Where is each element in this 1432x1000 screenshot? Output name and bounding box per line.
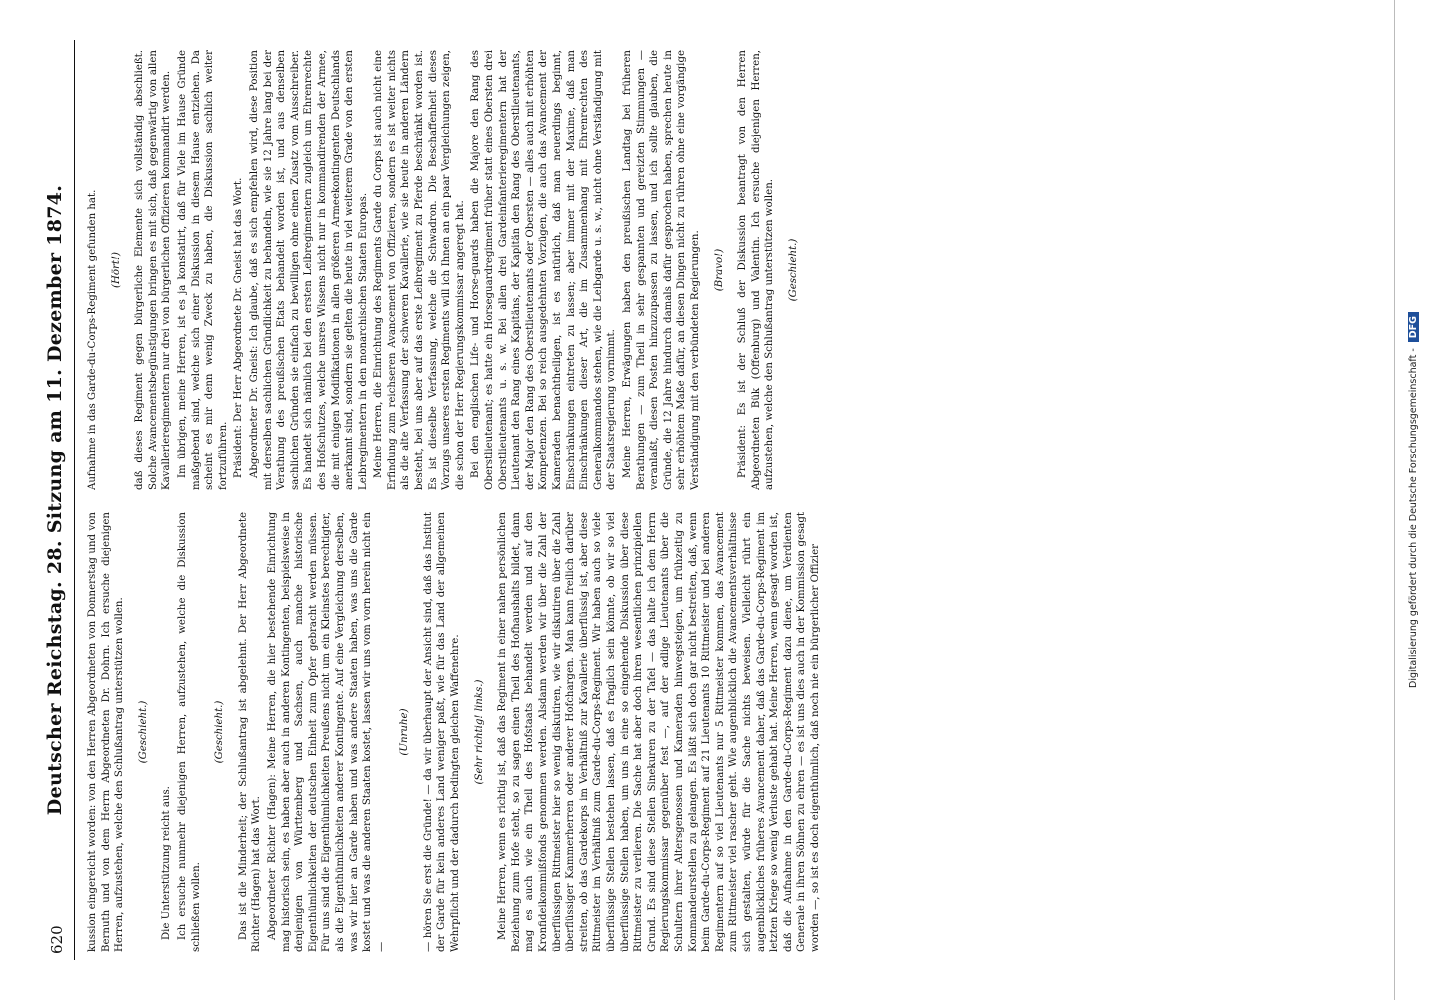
page-edge-divider bbox=[1394, 0, 1395, 1000]
stage-direction: (Hört!) bbox=[110, 251, 122, 289]
digitization-credit bbox=[1408, 0, 1426, 1000]
page-header bbox=[40, 40, 75, 960]
paragraph: Meine Herren, Erwägungen haben den preußischen Landtag bei früheren Berathungen — zum Theil in sehr gespannten und gereizten Stimmungen — veranlaßt, diesen Posten hinzuzupassen zu lassen, und ich sollte glauben, die Gründe, die 12 Jahre hindurch damals dafür gesprochen haben, sprechen heute in sehr erhöhtem Maße dafür, an diesen Dingen nicht zu rühren ohne eine vorgängige Verständigung mit den verbündeten Regierungen. bbox=[621, 50, 701, 490]
credit-text: Digitalisierung gefördert durch die Deutsche Forschungsgemeinschaft - bbox=[1408, 348, 1419, 688]
stage-direction: (Bravo!) bbox=[713, 248, 725, 292]
paragraph: Meine Herren, wenn es richtig ist, daß das Regiment in einer nahen persönlichen Beziehung zum Hofe steht, so zu sagen einen Theil des Hofhaushalts bildet, dann mag es auch wie ein Theil des Hofstaats behandelt werden und auf den Kronfideikommißfonds genommen werden. Alsdann werden wir über die Zahl der überflüssigen Rittmeister hier so wenig diskutiren, wie wir diskutiren über die Zahl überflüssiger Kammerherren oder anderer Hofchargen. Man kann freilich darüber streiten, ob das Gardekorps im Verhältniß zur Kavallerie überflüssig ist, aber diese Rittmeister im Verhältniß zum Garde-du-Corps-Regiment. Wir haben auch so viele überflüssige Stellen bestehen lassen, daß es fraglich sein könnte, ob wir so viel überflüssige Stellen haben, um uns in eine so eingehende Diskussion über diese Rittmeister zu verlieren. Die Sache hat aber doch ihren wesentlichen prinzipiellen Grund. Es sind diese Stellen Sinekuren zu der Tafel — das halte ich dem Herrn Regierungskommissar gegenüber fest —, auf der adlige Lieutenants über die Schultern ihrer Altersgenossen und Kameraden hinwegsteigen, um frühzeitig zu Kommandeurstellen zu gelangen. Es läßt sich doch gar nicht bestreiten, daß, wenn beim Garde-du-Corps-Regiment auf 21 Lieutenants 10 Rittmeister und bei anderen Regimentern auf so viel Lieutenants nur 5 Rittmeister kommen, das Avancement zum Rittmeister viel rascher geht. Wie augenblicklich die Avancementsverhältnisse sich gestalten, würde für die Sache nichts beweisen. Vielleicht rührt ein augenblickliches früheres Avancement daher, daß das Garde-du-Corps-Regiment im letzten Kriege so wenig Verluste gehabt hat. Meine Herren, wenn gesagt worden ist, daß die Aufnahme in den Garde-du-Corps-Regiment dazu diene, um Verdienten Generale in ihren Söhnen zu ehren — es ist uns dies auch in der Kommission gesagt worden —, so ist es doch eigenthümlich, daß noch nie ein bürgerlicher Offizier bbox=[497, 512, 821, 952]
paragraph: Das ist die Minderheit; der Schlußantrag ist abgelehnt. Der Herr Abgeordnete Richter (Hagen) hat das Wort. bbox=[237, 512, 263, 952]
paragraph: Die Unterstützung reicht aus. bbox=[161, 786, 173, 940]
paragraph: Präsident: Der Herr Abgeordnete Dr. Gneist hat das Wort. bbox=[233, 177, 245, 478]
stage-direction: (Sehr richtig! links.) bbox=[473, 679, 485, 785]
paragraph: Präsident: Es ist der Schluß der Diskussion beantragt von den Herren Abgeordneten Bük (Offenburg) und Valentin. Ich ersuche diejenigen Herren, aufzustehen, welche den Schlußantrag unterstützen wollen. bbox=[737, 50, 776, 490]
paragraph: kussion eingereicht worden: von den Herren Abgeordneten von Donnerstag und von Bernuth und von dem Herrn Abgeordneten Dr. Dohrn. Ich ersuche diejenigen Herren, aufzustehen, welche den Schlußantrag unterstützen wollen. bbox=[87, 512, 126, 952]
stage-direction: (Geschieht.) bbox=[787, 238, 799, 302]
paragraph: — hören Sie erst die Gründe! — da wir überhaupt der Ansicht sind, daß das Institut der Garde für kein anderes Land weniger paßt, wie für das Land der allgemeinen Wehrpflicht und der dadurch bedingten gleichen Waffenehre. bbox=[422, 512, 462, 952]
text-column-left bbox=[86, 512, 1376, 952]
paragraph: Ich ersuche nunmehr diejenigen Herren, aufzustehen, welche die Diskussion schließen wollen. bbox=[176, 512, 202, 952]
dfg-logo: DFG bbox=[1408, 312, 1419, 342]
paragraph: Aufnahme in das Garde-du-Corps-Regiment gefunden hat. bbox=[87, 189, 98, 490]
paragraph: Abgeordneter Dr. Gneist: Ich glaube, daß es sich empfehlen wird, diese Position mit derselben sachlichen Gründlichkeit zu behandeln, wie sie 12 Jahre lang bei der Verathung des preußischen Etats behandelt worden ist, und aus denselben sachlichen Gründen sie einfach zu bewilligen ohne einen Zusatz vom Ausschreiber. Es handelt sich nämlich bei den ersten Leibregimentern zugleich um Ehrenrechte des Hofschutzes, welche unsres Wissens nicht nur in kommandirenden der Armee, die mit einigen Modifikationen in allen größeren Armeekontingenten Deutschlands anerkannt sind, sondern sie gelten die heute in viel weiterem Grade von den ersten Leibregimentern in den monarchischen Staaten Europas. bbox=[248, 50, 369, 490]
paragraph: Im übrigen, meine Herren, ist es ja konstatirt, daß für Viele im Hause Gründe maßgebend sind, welche sich einer Diskussion in diesem Hause entziehen. Da scheint es mir denn wenig Zweck zu haben, die Diskussion sachlich weiter fortzuführen. bbox=[176, 50, 229, 490]
page-number: 620 bbox=[48, 925, 66, 954]
paragraph: Bei den englischen Life- und Horse-guards haben die Majore den Rang des Oberstlieutenant; es hatte ein Horseguardregiment früher statt eines Obersten drei Oberstlieutenants u. s. w. Bei allen drei Gardeinfanterieregimentern hat der Lieutenant den Rang eines Kapitäns, der Kapitän den Rang des Oberstlieutenants, der Major den Rang des Oberstlieutenants oder Obersten — alles auch mit erhöhten Kompetenzen. Bei so reich ausgedehnten Vorzügen, die auch das Avancement der Kameraden benachtheiligen, ist es natürlich, daß man neuerdings beginnt, Einschränkungen eintreten zu lassen; aber immer mit der Maxime, daß man Einschränkungen dieser Art, die im Zusammenhang mit Ehrenrechten des Generalkommandos stehen, wie die Leibgarde u. s. w., nicht ohne Verständigung mit der Staatsregierung vornimmt. bbox=[470, 50, 618, 490]
stage-direction: (Unruhe) bbox=[399, 708, 411, 756]
page-title: Deutscher Reichstag. 28. Sitzung am 11. Dezember 1874. bbox=[44, 184, 66, 816]
stage-direction: (Geschieht.) bbox=[137, 700, 149, 764]
text-column-right bbox=[86, 50, 1376, 490]
paragraph: daß dieses Regiment gegen bürgerliche Elemente sich vollständig abschließt. Solche Avancementsbegünstigungen bringen es mit sich, daß gegenwärtig von allen Kavallerieregimentern nur drei von bürgerlichen Offizieren kommandirt werden. bbox=[134, 50, 173, 490]
stage-direction: (Geschieht.) bbox=[214, 700, 226, 764]
paragraph: Abgeordneter Richter (Hagen): Meine Herren, die hier bestehende Einrichtung mag historisch sein, es haben aber auch in anderen Kontingenten, beispielsweise in denjenigen von Württemberg und Sachsen, auch manche historische Eigenthümlichkeiten der deutschen Einheit zum Opfer gebracht werden müssen. Für uns sind die Eigenthümlichkeiten Preußens nicht um ein Kleinstes berechtigter, als die Eigenthümlichkeiten anderer Kontingente. Auf eine Vergleichung derselben, was wir hier an Garde haben und was andere Staaten haben, was uns die Garde kostet und was die anderen Staaten kostet, lassen wir uns vom vorn herein nicht ein — bbox=[266, 512, 387, 952]
paragraph: Meine Herren, die Einrichtung des Regiments Garde du Corps ist auch nicht eine Erfindung zum reichseren Avancement von Offizieren, sondern es ist weiter nichts als die alte Verfassung der schweren Kavallerie, wie sie heute in anderen Ländern besteht, bei uns aber auf das erste Leibregiment zu Pferde beschränkt worden ist. Es ist dieselbe Verfassung, welche die Schwadron. Die Beschaffenheit dieses Vorzugs unseres ersten Regiments will ich Ihnen an ein paar Vergleichungen zeigen, die schon der Herr Regierungskommissar angeregt hat. bbox=[373, 50, 466, 490]
